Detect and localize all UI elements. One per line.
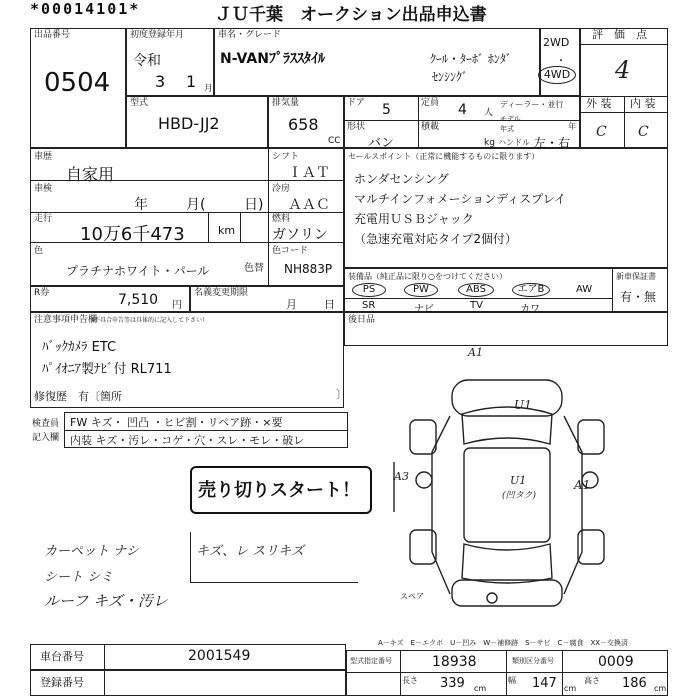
hand-roof: ルーフ キズ・汚レ xyxy=(44,592,168,610)
equip-abs: ABS xyxy=(458,283,494,297)
capacity-label: 定員 xyxy=(421,98,440,108)
car-name: N-VANﾌﾟﾗｽｽﾀｲﾙ xyxy=(220,51,325,67)
equip-tv: TV xyxy=(470,300,483,311)
length-value: 339 xyxy=(440,676,465,691)
mileage-unit: km xyxy=(218,224,236,237)
equip-ps: PS xyxy=(352,283,386,297)
class-code-value: 0009 xyxy=(598,654,634,670)
after-date-box xyxy=(344,312,668,346)
mark-a1-right: A1 xyxy=(574,478,591,492)
capacity-unit: 人 xyxy=(484,108,494,118)
model-year-unit: 年 xyxy=(568,122,576,131)
chassis-label: 車台番号 xyxy=(40,650,84,663)
shift-label: シフト xyxy=(272,152,300,162)
drive-4wd: 4WD xyxy=(543,68,571,81)
disp-unit: CC xyxy=(328,136,341,146)
height-label: 高さ xyxy=(584,676,600,685)
rating-label: 評 価 点 xyxy=(592,28,647,41)
interior-label: 内 装 xyxy=(630,97,656,110)
color-value: プラチナホワイト・パール xyxy=(66,264,210,278)
equipment-label: 装備品（純正品に限り○をつけてください） xyxy=(348,272,507,281)
recycle-box xyxy=(30,286,190,312)
handle-value: 左・右 xyxy=(534,136,571,150)
equip-pw: PW xyxy=(404,283,438,297)
doors-label: ドア xyxy=(347,98,365,108)
color-label: 色 xyxy=(34,246,44,256)
checks-label-2: 記入欄 xyxy=(32,433,60,443)
color-code-label: 色コード xyxy=(272,246,309,256)
repair-bracket: 〕 xyxy=(336,388,347,401)
mileage-label: 走行 xyxy=(34,214,53,224)
checks-label-1: 検査員 xyxy=(32,419,60,429)
disp-value: 658 xyxy=(288,115,319,134)
fuel-value: ガソリン xyxy=(272,227,328,243)
drive-sep: ・ xyxy=(556,56,566,67)
color-change-label: 色替 xyxy=(244,263,264,274)
reg-month: 1 xyxy=(186,72,197,91)
model-code-value: 18938 xyxy=(432,654,477,670)
selling-point-4: （急速充電対応タイプ2個付） xyxy=(354,232,518,246)
doors-value: 5 xyxy=(382,102,391,118)
shape-value: バン xyxy=(368,136,395,151)
selling-points-box xyxy=(344,148,668,268)
exterior-label: 外 装 xyxy=(586,97,612,110)
damage-legend: A－キズ E－エクボ U－凹み W－補修跡 S－サビ C－腐食 XX－交換済 xyxy=(378,639,629,647)
drive-2wd: 2WD xyxy=(543,36,570,49)
sale-stamp-text: 売り切りスタート！ xyxy=(198,480,360,501)
selling-points-label: セールスポイント（正常に機能するものに限ります） xyxy=(348,152,540,161)
equip-aw: AW xyxy=(576,284,593,295)
equip-leather: カワ xyxy=(520,304,540,315)
class-code-label: 類別区分番号 xyxy=(512,657,554,665)
capacity-value: 4 xyxy=(458,102,467,118)
length-label: 長さ xyxy=(402,676,418,685)
lot-label: 出品番号 xyxy=(34,30,71,40)
lot-number: 0504 xyxy=(44,68,111,98)
reg-month-unit: 月 xyxy=(204,84,214,94)
selling-point-1: ホンダセンシング xyxy=(354,172,449,186)
mileage-value: 10万6千473 xyxy=(80,224,185,245)
equip-sr: SR xyxy=(362,300,376,311)
drive-4wd-circle xyxy=(538,66,576,84)
form-title: ＪＵ千葉 オークション出品申込書 xyxy=(215,5,487,25)
grade-line1: ｸｰﾙ・ﾀｰﾎﾞ ﾎﾝﾀﾞ xyxy=(430,52,512,66)
name-label: 車名・グレード xyxy=(218,30,282,40)
recycle-unit: 円 xyxy=(172,300,182,311)
color-code: NH883P xyxy=(284,262,333,276)
notes-sub: （不具合申告等は具体的に記入して下さい） xyxy=(88,317,209,324)
height-unit: cm xyxy=(654,684,667,693)
repair-history: 修復歴 有〔箇所 xyxy=(34,390,122,403)
mark-a1-top: A1 xyxy=(468,346,483,359)
load-unit: kg xyxy=(484,138,495,148)
recycle-value: 7,510 xyxy=(118,292,159,308)
hand-carpet: カーペット ナシ xyxy=(44,544,139,559)
ac-value: ＡＡＣ xyxy=(288,197,330,213)
spare-label: スペア xyxy=(400,592,424,601)
serial-barcode: *00014101* xyxy=(30,0,141,18)
width-unit: cm xyxy=(564,684,577,693)
after-date-label: 後日品 xyxy=(348,315,376,325)
inspection-month: 月( xyxy=(186,197,206,213)
ac-label: 冷房 xyxy=(272,184,291,194)
reg-number-label: 登録番号 xyxy=(40,676,84,689)
tax-month: 月 xyxy=(286,298,297,311)
recycle-label: R券 xyxy=(34,288,50,298)
selling-point-2: マルチインフォメーションディスプレイ xyxy=(354,192,567,206)
checks-row-1: FW キズ・ 凹凸 ・ヒビ割・リペア跡・×要 xyxy=(70,416,283,429)
notes-line1: ﾊﾞｯｸｶﾒﾗ ETC xyxy=(42,340,117,355)
notes-line2: ﾊﾟｲｵﾆｱ製ﾅﾋﾞ付 RL711 xyxy=(42,362,172,377)
length-unit: cm xyxy=(474,684,487,693)
interior-grade: C xyxy=(638,124,649,140)
inspection-year: 年 xyxy=(134,197,148,213)
reg-label: 初度登録年月 xyxy=(130,30,185,40)
new-warranty-value: 有・無 xyxy=(620,290,657,304)
fuel-label: 燃料 xyxy=(272,214,291,224)
equip-navi: ナビ xyxy=(414,304,434,315)
disp-label: 排気量 xyxy=(272,98,300,108)
model-year-label: モデル年式 xyxy=(500,115,521,133)
mark-a3: A3 xyxy=(394,470,409,483)
tax-day: 日 xyxy=(324,298,335,311)
width-label: 幅 xyxy=(508,676,516,685)
exterior-grade: C xyxy=(596,124,607,140)
checks-row-2: 内装 キズ・汚レ・コゲ・穴・スレ・モレ・破レ xyxy=(70,434,305,447)
usage-value: 自家用 xyxy=(66,165,115,184)
equip-airbag: エアB xyxy=(512,283,550,297)
model-label: 型式 xyxy=(130,98,149,108)
reg-year: 3 xyxy=(155,72,166,91)
dealer-label: ディーラー・並行 xyxy=(500,100,564,109)
notes-label: 注意事項申告欄 xyxy=(34,315,98,325)
model-code-label: 型式指定番号 xyxy=(350,657,392,665)
hand-seat: シート シミ xyxy=(44,570,114,585)
mark-u1-center: U1 xyxy=(510,474,527,487)
selling-point-3: 充電用ＵＳＢジャック xyxy=(354,212,474,226)
tax-label: 名義変更期限 xyxy=(194,288,249,298)
mark-center-sub: (凹タク) xyxy=(502,491,537,501)
mark-u1-roof: U1 xyxy=(514,398,532,412)
inspection-label: 車検 xyxy=(34,184,53,194)
chassis-value: 2001549 xyxy=(188,648,251,664)
hand-seat2: キズ、レ スリキズ xyxy=(196,544,305,559)
grade-line2: ｾﾝｼﾝｸﾞ xyxy=(432,70,469,84)
shift-value: ＩＡＴ xyxy=(288,165,330,181)
reg-era: 令和 xyxy=(133,53,161,69)
shape-label: 形状 xyxy=(347,122,366,132)
model-value: HBD-JJ2 xyxy=(158,114,220,133)
load-label: 積載 xyxy=(421,122,440,132)
height-value: 186 xyxy=(622,676,647,691)
inspection-day: 日) xyxy=(244,197,264,213)
handle-label: ハンドル xyxy=(498,138,530,147)
rating-score: 4 xyxy=(615,56,631,84)
new-warranty-label: 新車保証書 xyxy=(616,272,656,281)
usage-label: 車歴 xyxy=(34,152,53,162)
width-value: 147 xyxy=(532,676,557,691)
